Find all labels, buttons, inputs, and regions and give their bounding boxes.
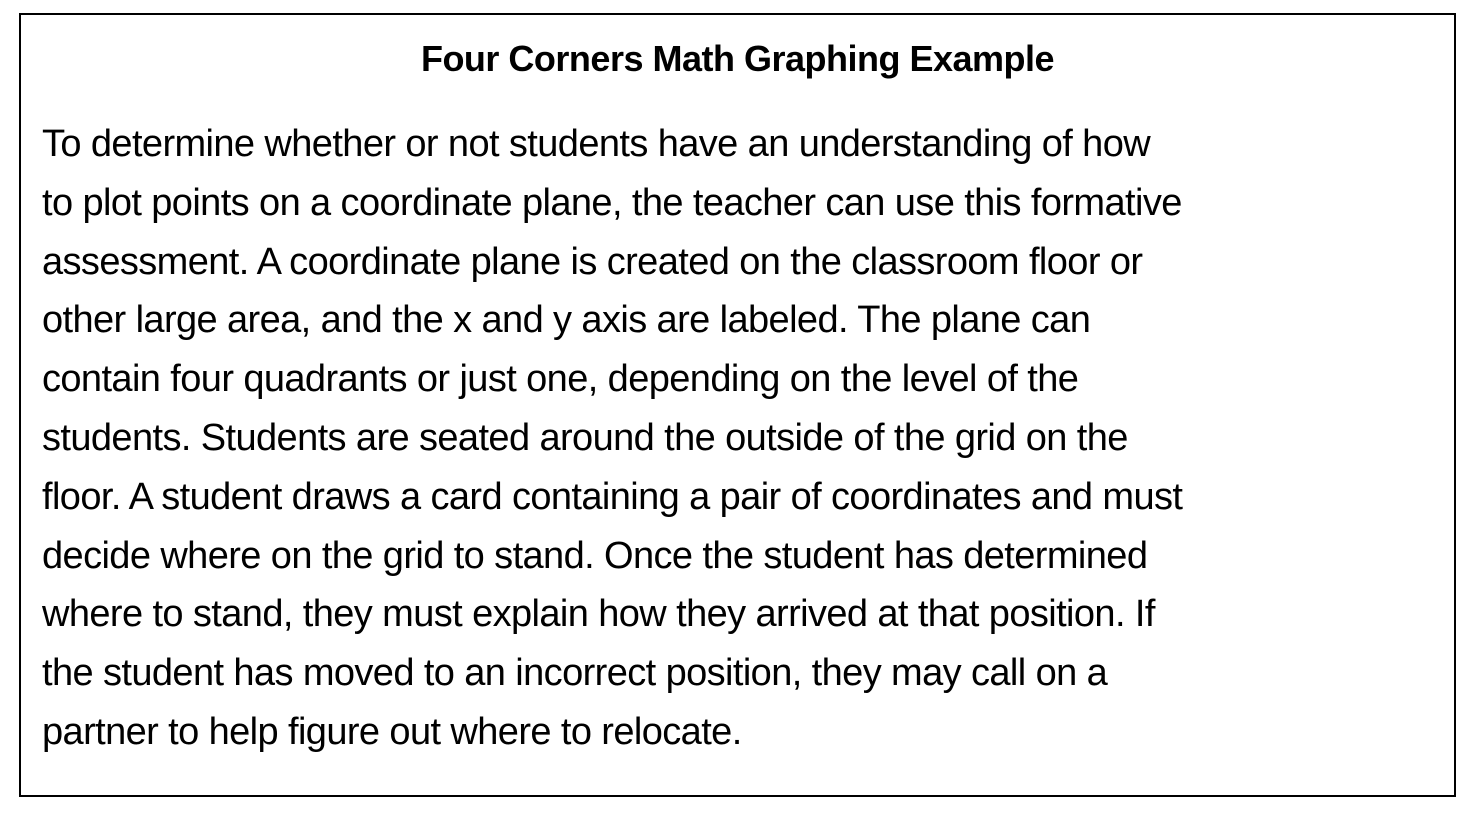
body-line: partner to help figure out where to relocate.	[42, 710, 742, 753]
body-line: assessment. A coordinate plane is created on the classroom floor or	[42, 240, 1143, 283]
body-line: floor. A student draws a card containing a pair of coordinates and must	[42, 475, 1183, 518]
body-line: contain four quadrants or just one, depending on the level of the	[42, 358, 1079, 401]
bordered-text-box	[19, 13, 1456, 797]
body-line: students. Students are seated around the outside of the grid on the	[42, 416, 1128, 459]
body-paragraph	[42, 115, 1442, 762]
body-line: To determine whether or not students have an understanding of how	[42, 123, 1151, 165]
body-line: decide where on the grid to stand. Once the student has determined	[42, 534, 1148, 577]
body-line: other large area, and the x and y axis are labeled. The plane can	[42, 299, 1091, 342]
body-line: where to stand, they must explain how they arrived at that position. If	[42, 593, 1155, 636]
document-title: Four Corners Math Graphing Example	[420, 38, 1055, 79]
body-line: the student has moved to an incorrect position, they may call on a	[42, 652, 1108, 695]
body-line: to plot points on a coordinate plane, the teacher can use this formative	[42, 181, 1182, 224]
